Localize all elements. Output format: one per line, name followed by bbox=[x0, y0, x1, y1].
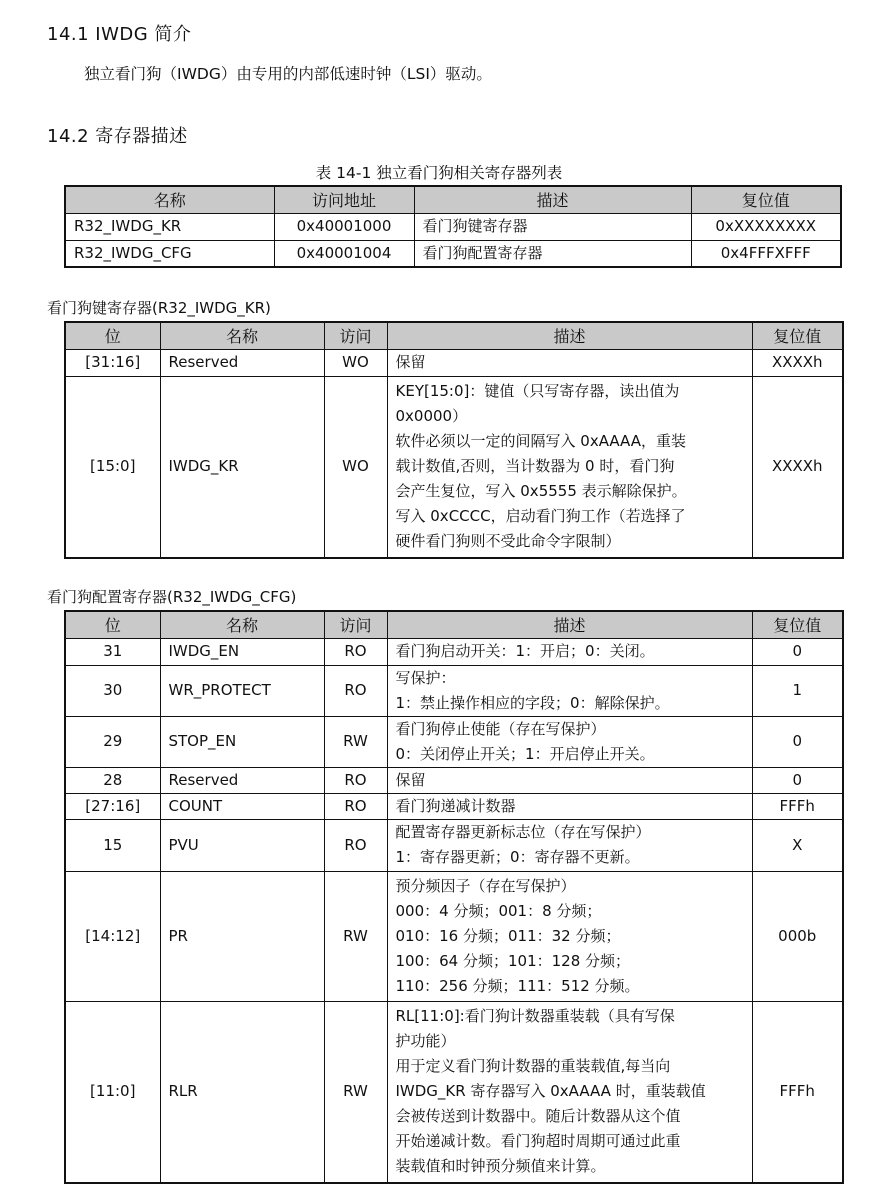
cell-reset: 0x4FFFXFFF bbox=[691, 240, 841, 267]
table-row bbox=[65, 1001, 843, 1183]
desc-line: 1：禁止操作相应的字段；0：解除保护。 bbox=[395, 693, 670, 712]
cell-access: RW bbox=[324, 871, 387, 1001]
cell-bit: 31 bbox=[65, 638, 160, 665]
table3-header-reset: 复位值 bbox=[752, 611, 843, 638]
cell-access: RO bbox=[324, 665, 387, 716]
table3-header-name: 名称 bbox=[160, 611, 324, 638]
cell-access: WO bbox=[324, 349, 387, 376]
cell-description bbox=[387, 376, 752, 558]
table-row bbox=[65, 793, 843, 819]
cell-bit: 30 bbox=[65, 665, 160, 716]
table-row bbox=[65, 349, 843, 376]
desc-line: 硬件看门狗则不受此命令字限制） bbox=[395, 532, 621, 551]
desc-line: RL[11:0]:看门狗计数器重装载（具有写保 bbox=[395, 1007, 675, 1026]
cell-access: WO bbox=[324, 376, 387, 558]
table3-header-row bbox=[65, 611, 843, 638]
cell-reset: 1 bbox=[752, 665, 843, 716]
desc-line: IWDG_KR 寄存器写入 0xAAAA 时，重装载值 bbox=[395, 1082, 706, 1101]
desc-line: 010：16 分频；011：32 分频； bbox=[395, 926, 621, 945]
desc-line: 装载值和时钟预分频值来计算。 bbox=[395, 1157, 606, 1176]
table3-header-description: 描述 bbox=[387, 611, 752, 638]
section-title-registers: 14.2 寄存器描述 bbox=[47, 126, 188, 147]
desc-line: 0x0000） bbox=[395, 407, 468, 426]
cell-description bbox=[387, 793, 752, 819]
cell-description bbox=[387, 767, 752, 793]
cell-name: IWDG_KR bbox=[160, 376, 324, 558]
intro-paragraph: 独立看门狗（IWDG）由专用的内部低速时钟（LSI）驱动。 bbox=[84, 65, 492, 83]
cfg-register-table bbox=[64, 610, 844, 1184]
table1-header-address: 访问地址 bbox=[274, 186, 414, 213]
cell-bit: [15:0] bbox=[65, 376, 160, 558]
cell-name: R32_IWDG_KR bbox=[65, 213, 274, 240]
cell-address: 0x40001004 bbox=[274, 240, 414, 267]
kr-register-table bbox=[64, 321, 844, 559]
cell-name: STOP_EN bbox=[160, 716, 324, 767]
cell-reset: 0xXXXXXXXX bbox=[691, 213, 841, 240]
cell-bit: 29 bbox=[65, 716, 160, 767]
cell-name: PVU bbox=[160, 819, 324, 871]
table3-header-access: 访问 bbox=[324, 611, 387, 638]
cell-name: PR bbox=[160, 871, 324, 1001]
desc-line: 100：64 分频；101：128 分频； bbox=[395, 951, 631, 970]
desc-line: 110：256 分频；111：512 分频。 bbox=[395, 976, 640, 995]
table3-header-bit: 位 bbox=[65, 611, 160, 638]
desc-line: 保留 bbox=[395, 353, 426, 371]
cell-bit: [11:0] bbox=[65, 1001, 160, 1183]
table-row bbox=[65, 819, 843, 871]
table3-title: 看门狗配置寄存器(R32_IWDG_CFG) bbox=[47, 588, 297, 606]
desc-line: 配置寄存器更新标志位（存在写保护） bbox=[395, 823, 651, 841]
cell-access: RO bbox=[324, 767, 387, 793]
cell-address: 0x40001000 bbox=[274, 213, 414, 240]
cell-bit: [31:16] bbox=[65, 349, 160, 376]
desc-line: 预分频因子（存在写保护） bbox=[395, 876, 576, 895]
table-row bbox=[65, 376, 843, 558]
table1-caption: 表 14-1 独立看门狗相关寄存器列表 bbox=[315, 164, 563, 182]
desc-line: 用于定义看门狗计数器的重装载值,每当向 bbox=[395, 1057, 671, 1076]
cell-description bbox=[387, 1001, 752, 1183]
cell-name: Reserved bbox=[160, 349, 324, 376]
cell-description: 看门狗配置寄存器 bbox=[414, 240, 691, 267]
cell-access: RW bbox=[324, 1001, 387, 1183]
table-row bbox=[65, 638, 843, 665]
desc-line: 写入 0xCCCC，启动看门狗工作（若选择了 bbox=[395, 507, 686, 526]
cell-reset: 000b bbox=[752, 871, 843, 1001]
cell-access: RO bbox=[324, 819, 387, 871]
cell-description: 看门狗键寄存器 bbox=[414, 213, 691, 240]
table2-header-description: 描述 bbox=[387, 322, 752, 349]
table1-header-reset: 复位值 bbox=[691, 186, 841, 213]
desc-line: 护功能） bbox=[395, 1032, 456, 1051]
cell-name: R32_IWDG_CFG bbox=[65, 240, 274, 267]
cell-bit: 28 bbox=[65, 767, 160, 793]
cell-name: COUNT bbox=[160, 793, 324, 819]
cell-name: Reserved bbox=[160, 767, 324, 793]
cell-access: RO bbox=[324, 638, 387, 665]
table-row bbox=[65, 716, 843, 767]
desc-line: 载计数值,否则，当计数器为 0 时，看门狗 bbox=[395, 457, 675, 476]
desc-line: 会产生复位，写入 0x5555 表示解除保护。 bbox=[395, 482, 687, 501]
cell-name: IWDG_EN bbox=[160, 638, 324, 665]
desc-line: 写保护： bbox=[395, 668, 456, 687]
cell-bit: [14:12] bbox=[65, 871, 160, 1001]
register-list-table bbox=[64, 185, 842, 268]
table2-header-name: 名称 bbox=[160, 322, 324, 349]
cell-description bbox=[387, 716, 752, 767]
cell-reset: X bbox=[752, 819, 843, 871]
cell-reset: XXXXh bbox=[752, 349, 843, 376]
table-row bbox=[65, 665, 843, 716]
cell-description bbox=[387, 665, 752, 716]
desc-line: 看门狗递减计数器 bbox=[395, 796, 516, 815]
table2-header-row bbox=[65, 322, 843, 349]
desc-line: 1：寄存器更新；0：寄存器不更新。 bbox=[395, 848, 640, 866]
table-row bbox=[65, 871, 843, 1001]
table2-header-access: 访问 bbox=[324, 322, 387, 349]
desc-line: 会被传送到计数器中。随后计数器从这个值 bbox=[395, 1107, 681, 1126]
desc-line: 开始递减计数。看门狗超时周期可通过此重 bbox=[395, 1132, 681, 1151]
table2-header-reset: 复位值 bbox=[752, 322, 843, 349]
cell-reset: 0 bbox=[752, 716, 843, 767]
section-title-intro: 14.1 IWDG 简介 bbox=[47, 24, 192, 45]
cell-reset: FFFh bbox=[752, 793, 843, 819]
cell-bit: 15 bbox=[65, 819, 160, 871]
cell-description bbox=[387, 349, 752, 376]
table1-header-description: 描述 bbox=[414, 186, 691, 213]
table1-header-row bbox=[65, 186, 841, 213]
table-row bbox=[65, 213, 841, 240]
desc-line: 看门狗启动开关：1：开启；0：关闭。 bbox=[395, 642, 655, 660]
desc-line: 软件必须以一定的间隔写入 0xAAAA，重装 bbox=[395, 432, 686, 451]
cell-access: RO bbox=[324, 793, 387, 819]
cell-name: RLR bbox=[160, 1001, 324, 1183]
desc-line: 保留 bbox=[395, 770, 426, 789]
cell-reset: 0 bbox=[752, 767, 843, 793]
table2-header-bit: 位 bbox=[65, 322, 160, 349]
table-row bbox=[65, 240, 841, 267]
cell-reset: XXXXh bbox=[752, 376, 843, 558]
desc-line: 0：关闭停止开关；1：开启停止开关。 bbox=[395, 744, 655, 763]
table1-header-name: 名称 bbox=[65, 186, 274, 213]
cell-description bbox=[387, 638, 752, 665]
desc-line: 000：4 分频；001：8 分频； bbox=[395, 901, 602, 920]
desc-line: KEY[15:0]：键值（只写寄存器，读出值为 bbox=[395, 382, 680, 401]
table2-title: 看门狗键寄存器(R32_IWDG_KR) bbox=[47, 299, 271, 317]
cell-reset: 0 bbox=[752, 638, 843, 665]
cell-bit: [27:16] bbox=[65, 793, 160, 819]
desc-line: 看门狗停止使能（存在写保护） bbox=[395, 719, 606, 738]
cell-access: RW bbox=[324, 716, 387, 767]
cell-description bbox=[387, 871, 752, 1001]
cell-description bbox=[387, 819, 752, 871]
cell-name: WR_PROTECT bbox=[160, 665, 324, 716]
table-row bbox=[65, 767, 843, 793]
cell-reset: FFFh bbox=[752, 1001, 843, 1183]
